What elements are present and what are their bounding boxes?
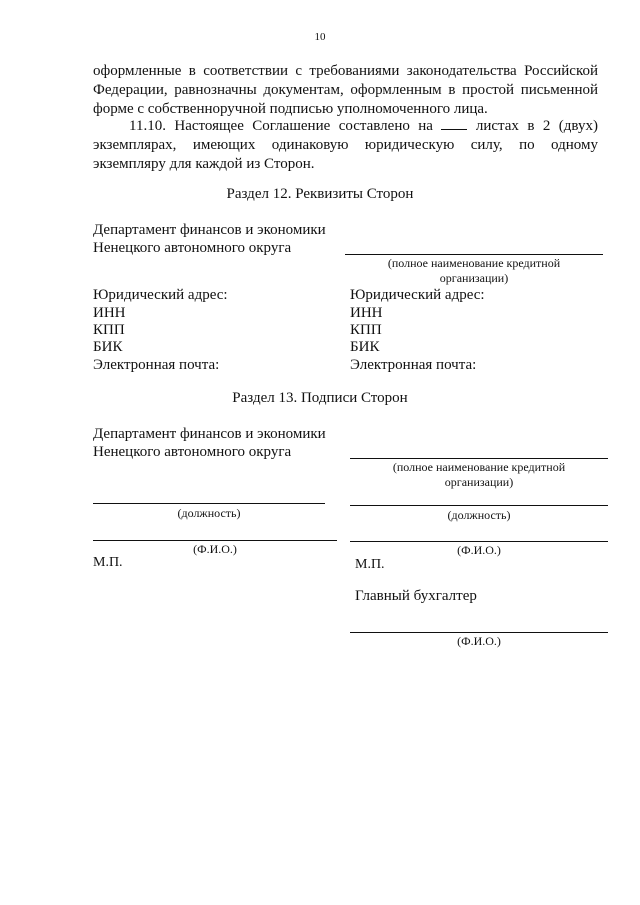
s12-left-bik: БИК bbox=[93, 339, 123, 355]
s12-right-bik: БИК bbox=[350, 339, 380, 355]
s12-right-email: Электронная почта: bbox=[350, 357, 477, 373]
s13-right-position-caption: (должность) bbox=[447, 508, 511, 522]
s13-left-name-line bbox=[93, 540, 337, 541]
s12-caption-line2: организации) bbox=[439, 271, 509, 285]
intro-paragraph: оформленные в соответствии с требованиями законодательства Российской Федерации, равнозначны документам, оформленным в простой письменной форме с собственноручной подписью уполномоченного лица. bbox=[93, 63, 598, 117]
s13-left-seal: М.П. bbox=[93, 555, 123, 570]
s12-right-name-line bbox=[345, 254, 603, 255]
s12-left-email: Электронная почта: bbox=[93, 357, 220, 373]
s13-right-name-line bbox=[350, 541, 608, 542]
s13-right-caption bbox=[350, 460, 608, 490]
chief-accountant-label: Главный бухгалтер bbox=[355, 588, 477, 604]
s12-left-inn: ИНН bbox=[93, 305, 126, 321]
s12-left-org-line1: Департамент финансов и экономики bbox=[93, 222, 326, 238]
s12-right-caption bbox=[345, 256, 603, 286]
s13-left-org-line2: Ненецкого автономного округа bbox=[93, 444, 292, 460]
s12-caption-line1: (полное наименование кредитной bbox=[387, 256, 561, 270]
chief-accountant-line bbox=[350, 632, 608, 633]
s12-right-kpp: КПП bbox=[350, 322, 382, 338]
s12-left-org-line2: Ненецкого автономного округа bbox=[93, 240, 292, 256]
s12-right-inn: ИНН bbox=[350, 305, 383, 321]
s12-left-legal-address: Юридический адрес: bbox=[93, 287, 228, 303]
s12-right-legal-address: Юридический адрес: bbox=[350, 287, 485, 303]
sheet-count-blank bbox=[441, 117, 467, 130]
chief-accountant-name-caption: (Ф.И.О.) bbox=[457, 634, 501, 648]
clause-11-10 bbox=[93, 117, 598, 174]
s13-caption-line1: (полное наименование кредитной bbox=[392, 460, 566, 474]
s13-right-seal: М.П. bbox=[355, 557, 385, 572]
s13-right-name-caption: (Ф.И.О.) bbox=[457, 543, 501, 557]
section-12-title: Раздел 12. Реквизиты Сторон bbox=[226, 186, 414, 202]
s13-left-name-caption: (Ф.И.О.) bbox=[193, 542, 237, 556]
s13-right-name-line bbox=[350, 458, 608, 459]
section-13-title: Раздел 13. Подписи Сторон bbox=[232, 390, 408, 406]
page-number: 10 bbox=[314, 31, 326, 43]
s13-caption-line2: организации) bbox=[444, 475, 514, 489]
s13-right-position-line bbox=[350, 505, 608, 506]
clause-text-start: 11.10. Настоящее Соглашение составлено на bbox=[129, 118, 442, 134]
s13-left-position-line bbox=[93, 503, 325, 504]
s13-left-position-caption: (должность) bbox=[177, 506, 241, 520]
s13-left-org-line1: Департамент финансов и экономики bbox=[93, 426, 326, 442]
clause-text-end: листах в 2 (двух) экземплярах, имеющих одинаковую юридическую силу, по одному экземпляру для каждой из Сторон. bbox=[93, 118, 598, 172]
s12-left-kpp: КПП bbox=[93, 322, 125, 338]
